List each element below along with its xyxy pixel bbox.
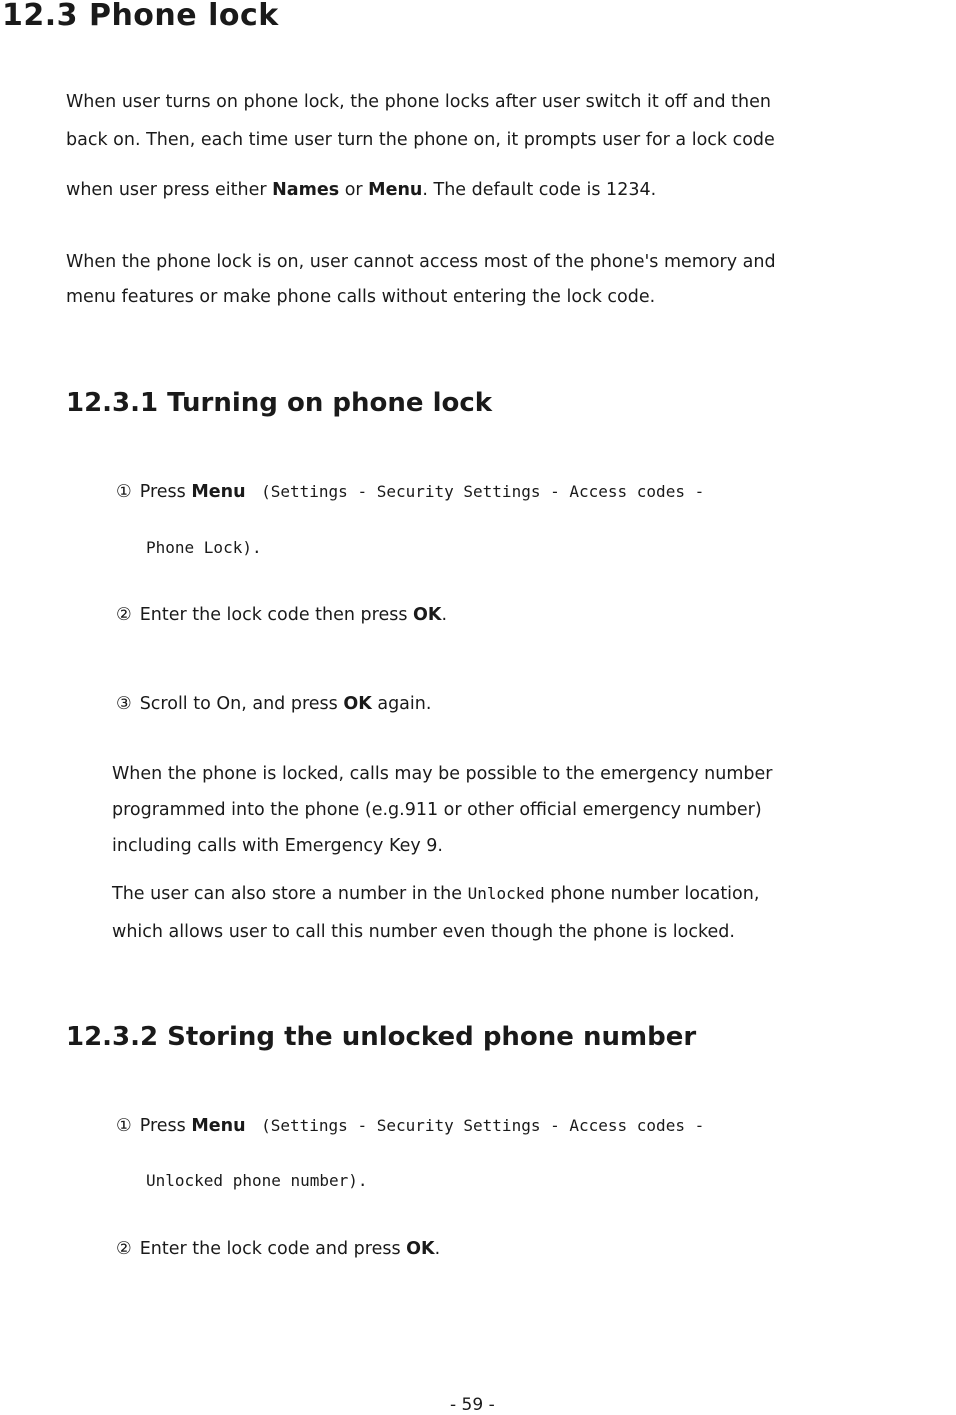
sub2-step-2-number: ②	[116, 1239, 132, 1259]
subsection-title-turning-on: 12.3.1 Turning on phone lock	[66, 388, 493, 418]
intro-line-1: When user turns on phone lock, the phone locks after user switch it off and then	[66, 92, 771, 112]
step-1-number: ①	[116, 482, 132, 502]
step-3-end: again.	[371, 694, 432, 714]
note-2-start: The user can also store a number in the	[112, 884, 468, 904]
step-1-press: Press	[139, 482, 192, 502]
step-1-menu: Menu	[191, 482, 246, 502]
sub2-step-1-menu: Menu	[191, 1116, 246, 1136]
intro-line-3-start: when user press either	[66, 180, 273, 200]
intro-p2-line-1: When the phone lock is on, user cannot access most of the phone's memory and	[66, 252, 776, 272]
step-3-ok: OK	[343, 694, 372, 714]
note-2-end: phone number location,	[544, 884, 760, 904]
sub2-step-2-ok: OK	[406, 1239, 435, 1259]
sub2-step-2-end: .	[434, 1239, 441, 1259]
intro-line-3-end: . The default code is 1234.	[422, 180, 657, 200]
section-title: 12.3 Phone lock	[2, 0, 279, 33]
unlocked-code-label: Unlocked	[467, 884, 545, 903]
step-2-end: .	[441, 605, 448, 625]
note-1-line-3: including calls with Emergency Key 9.	[112, 836, 443, 856]
step-2-text: Enter the lock code then press	[139, 605, 414, 625]
step-2-ok: OK	[413, 605, 442, 625]
sub2-step-1-line-1	[116, 1116, 704, 1136]
step-1-path: (Settings - Security Settings - Access codes -	[261, 482, 705, 501]
page-number: - 59 -	[450, 1395, 495, 1415]
step-1-line-1	[116, 482, 704, 502]
step-1-path-end: Phone Lock).	[146, 538, 262, 557]
sub2-step-1-path: (Settings - Security Settings - Access codes -	[261, 1116, 705, 1135]
step-2	[116, 605, 447, 625]
note-2-line-2: which allows user to call this number even though the phone is locked.	[112, 922, 735, 942]
menu-key-label: Menu	[368, 180, 423, 200]
intro-line-3	[66, 180, 656, 200]
sub2-step-1-press: Press	[139, 1116, 192, 1136]
sub2-step-2-text: Enter the lock code and press	[139, 1239, 407, 1259]
intro-line-2: back on. Then, each time user turn the phone on, it prompts user for a lock code	[66, 130, 775, 150]
subsection-title-storing: 12.3.2 Storing the unlocked phone number	[66, 1022, 697, 1052]
intro-p2-line-2: menu features or make phone calls without entering the lock code.	[66, 287, 656, 307]
step-3-number: ③	[116, 694, 132, 714]
sub2-step-1-number: ①	[116, 1116, 132, 1136]
step-3-text: Scroll to On, and press	[139, 694, 344, 714]
note-2-line-1	[112, 884, 759, 904]
sub2-step-1-path-end: Unlocked phone number).	[146, 1171, 368, 1190]
intro-line-3-or: or	[339, 180, 369, 200]
step-2-number: ②	[116, 605, 132, 625]
note-1-line-1: When the phone is locked, calls may be possible to the emergency number	[112, 764, 773, 784]
note-1-line-2: programmed into the phone (e.g.911 or other official emergency number)	[112, 800, 762, 820]
sub2-step-2	[116, 1239, 440, 1259]
step-3	[116, 694, 431, 714]
names-key-label: Names	[272, 180, 340, 200]
